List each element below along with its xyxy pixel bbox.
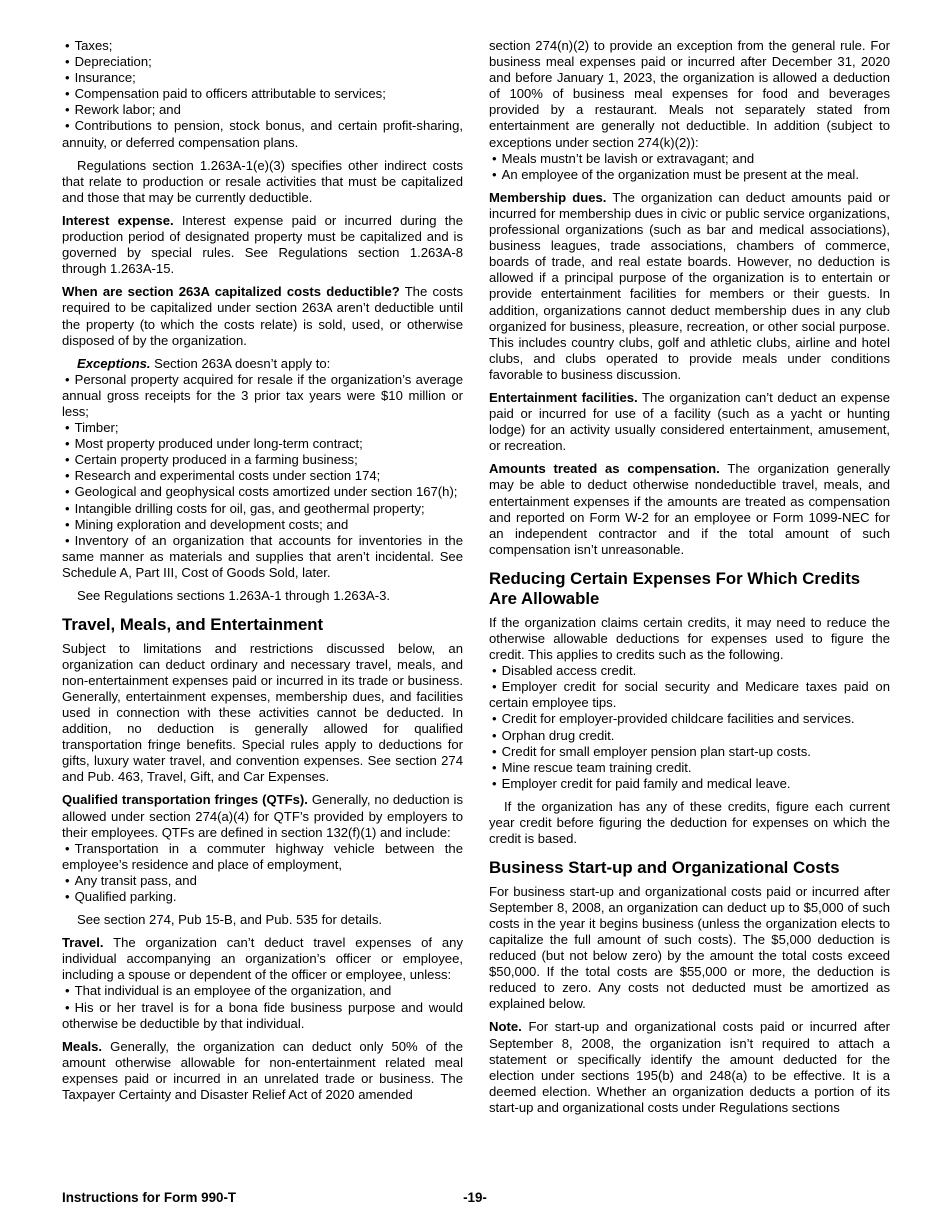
paragraph-text: The organization can deduct amounts paid or incurred for membership dues in civic or public service organizations, professional organizations (such as bar and medical associations), business leagues, trade associations, chambers of commerce, boards of trade, and real estate boards. However, no deduction is allowed if a principal purpose of the organization is to entertain or provide entertainment facilities for members or their guests. In addition, organizations cannot deduct membership dues in any club organized for business, pleasure, recreation, or other social purpose. This includes country clubs, golf and athletic clubs, airline and hotel clubs, and clubs operated to provide meals under conditions favorable to business discussion. — [489, 189, 891, 382]
paragraph-lead: Entertainment facilities. — [489, 389, 638, 405]
bullet-list — [62, 372, 463, 581]
paragraph — [62, 912, 463, 928]
bullet-icon: • — [65, 983, 70, 999]
paragraph-text: For business start-up and organizational costs paid or incurred after September 8, 2008, an organization can deduct up to $5,000 of such costs in the year it begins business (unless the organization elects to capitalize the full amount of such costs). The $5,000 deduction is reduced (but not below zero) by the amount the total costs exceed $50,000. If the total costs are $55,000 or more, the deduction is reduced to zero. Any costs not deducted must be amortized as explained below. — [489, 883, 890, 1012]
bullet-text: Geological and geophysical costs amortized under section 167(h); — [74, 484, 458, 500]
bullet-icon: • — [492, 759, 497, 775]
bullet-text: Personal property acquired for resale if the organization’s average annual gross receipts for the 3 prior tax years were $10 million or less; — [62, 371, 463, 419]
section-heading: Business Start-up and Organizational Costs — [489, 858, 840, 878]
paragraph — [62, 213, 463, 277]
bullet-text: Disabled access credit. — [501, 663, 637, 679]
bullet-item — [489, 151, 890, 167]
paragraph-text: See section 274, Pub 15-B, and Pub. 535 for details. — [77, 912, 382, 928]
paragraph — [62, 935, 463, 983]
bullet-item — [62, 983, 463, 999]
bullet-item — [62, 86, 463, 102]
paragraph — [489, 461, 890, 558]
two-column-layout — [62, 38, 890, 1123]
bullet-text: Insurance; — [74, 70, 136, 86]
bullet-icon: • — [65, 999, 70, 1015]
bullet-item — [62, 1000, 463, 1032]
paragraph-text: The costs required to be capitalized under section 263A aren’t deductible until the property (to which the costs relate) is sold, used, or otherwise disposed of by the organization. — [62, 284, 464, 348]
bullet-icon: • — [65, 420, 70, 436]
bullet-text: Research and experimental costs under section 174; — [74, 468, 381, 484]
bullet-text: Contributions to pension, stock bonus, and certain profit-sharing, annuity, or deferred compensation plans. — [62, 118, 463, 150]
bullet-text: Depreciation; — [74, 54, 152, 70]
bullet-text: Mine rescue team training credit. — [501, 759, 692, 775]
bullet-text: Employer credit for social security and Medicare taxes paid on certain employee tips. — [489, 679, 890, 711]
bullet-icon: • — [65, 872, 70, 888]
paragraph-lead: When are section 263A capitalized costs deductible? — [62, 284, 400, 300]
bullet-item — [62, 889, 463, 905]
bullet-icon: • — [65, 54, 70, 70]
bullet-text: Meals mustn’t be lavish or extravagant; and — [501, 150, 755, 166]
bullet-list — [62, 38, 463, 151]
paragraph-text: Interest expense paid or incurred during the production period of designated property must be capitalized and is governed by special rules. See Regulations section 1.263A-8 through 1.263A-15. — [62, 212, 463, 277]
footer-page-number: -19- — [463, 1190, 487, 1205]
paragraph-text: See Regulations sections 1.263A-1 through 1.263A-3. — [77, 588, 391, 603]
bullet-icon: • — [65, 70, 70, 86]
bullet-list — [489, 663, 890, 792]
paragraph-text: For start-up and organizational costs paid or incurred after September 8, 2008, the organization isn’t required to attach a statement or specifically identify the amount deducted for the election under sections 195(b) and 248(a) to be effective. It is a deemed election. Whether an organization deducts a portion of its start-up and organizational costs under Regulations sections — [489, 1019, 890, 1115]
paragraph-lead: Amounts treated as compensation. — [489, 461, 720, 477]
paragraph — [62, 792, 463, 840]
bullet-text: Any transit pass, and — [74, 872, 197, 888]
bullet-item — [62, 118, 463, 150]
bullet-item — [62, 452, 463, 468]
bullet-icon: • — [492, 150, 497, 166]
bullet-icon: • — [65, 889, 70, 904]
bullet-item — [62, 38, 463, 54]
bullet-item — [62, 517, 463, 533]
paragraph — [62, 356, 463, 372]
paragraph-lead: Qualified transportation fringes (QTFs). — [62, 792, 308, 808]
bullet-icon: • — [492, 727, 497, 743]
bullet-text: Inventory of an organization that accounts for inventories in the same manner as materials and supplies that aren’t incidental. See Schedule A, Part III, Cost of Goods Sold, later. — [62, 532, 463, 580]
bullet-list — [62, 841, 463, 905]
bullet-text: Rework labor; and — [74, 102, 181, 118]
bullet-icon: • — [65, 102, 70, 118]
bullet-list — [62, 983, 463, 1031]
bullet-item — [62, 501, 463, 517]
bullet-icon: • — [65, 516, 70, 532]
paragraph — [62, 284, 463, 348]
bullet-item — [489, 711, 890, 727]
bullet-icon: • — [65, 38, 70, 53]
bullet-item — [62, 102, 463, 118]
paragraph-text: If the organization claims certain credits, it may need to reduce the otherwise allowable deductions for expenses used to figure the credit. This applies to credits such as the following. — [489, 614, 890, 663]
bullet-text: Certain property produced in a farming business; — [74, 452, 358, 468]
bullet-icon: • — [65, 500, 70, 516]
bullet-text: Orphan drug credit. — [501, 727, 615, 743]
paragraph-lead: Note. — [489, 1019, 522, 1035]
paragraph — [62, 588, 463, 604]
bullet-icon: • — [65, 371, 70, 387]
bullet-icon: • — [65, 532, 70, 548]
bullet-icon: • — [492, 679, 497, 695]
paragraph-text: If the organization has any of these credits, figure each current year credit before figuring the deduction for expenses on which the credit is based. — [489, 798, 890, 847]
bullet-item — [62, 70, 463, 86]
bullet-icon: • — [65, 840, 70, 856]
bullet-item — [62, 436, 463, 452]
column-right — [489, 38, 890, 1123]
paragraph-lead: Exceptions. — [77, 355, 151, 371]
paragraph — [489, 799, 890, 847]
bullet-text: Qualified parking. — [74, 889, 177, 904]
bullet-text: Taxes; — [74, 38, 113, 53]
bullet-icon: • — [492, 775, 497, 791]
paragraph — [489, 1019, 890, 1116]
bullet-item — [489, 663, 890, 679]
bullet-item — [489, 776, 890, 792]
paragraph-lead: Travel. — [62, 935, 104, 951]
bullet-icon: • — [492, 743, 497, 759]
paragraph — [62, 158, 463, 206]
bullet-icon: • — [492, 663, 497, 679]
bullet-text: That individual is an employee of the organization, and — [74, 983, 392, 999]
bullet-item — [62, 372, 463, 420]
bullet-text: Credit for employer-provided childcare facilities and services. — [501, 711, 855, 727]
bullet-text: Employer credit for paid family and medical leave. — [501, 775, 791, 791]
page-footer — [0, 1190, 950, 1210]
paragraph-text: Subject to limitations and restrictions discussed below, an organization can deduct ordinary and necessary travel, meals, and non-entertainment expenses paid or incurred in its trade or business. Generally, entertainment expenses, membership dues, and facilities used in connection with these activities cannot be deducted. In addition, no deduction is generally allowed for qualified transportation fringe benefits. Special rules apply to deductions for gifts, luxury water travel, and convention expenses. See section 274 and Pub. 463, Travel, Gift, and Car Expenses. — [62, 640, 463, 785]
bullet-icon: • — [65, 452, 70, 468]
paragraph — [62, 641, 463, 786]
bullet-item — [62, 873, 463, 889]
paragraph-text: The organization can’t deduct an expense paid or incurred for use of a facility (such as a yacht or hunting lodge) for an activity usually considered entertainment, amusement, or recreation. — [489, 389, 890, 454]
section-heading: Travel, Meals, and Entertainment — [62, 615, 324, 635]
bullet-icon: • — [65, 436, 70, 452]
section-heading: Reducing Certain Expenses For Which Credits Are Allowable — [489, 568, 861, 609]
bullet-item — [62, 54, 463, 70]
paragraph-text: Generally, no deduction is allowed under section 274(a)(4) for QTF’s provided by employers to their employees. QTFs are defined in section 132(f)(1) and include: — [62, 792, 464, 840]
bullet-item — [62, 533, 463, 581]
bullet-text: His or her travel is for a bona fide business purpose and would otherwise be deductible by that individual. — [62, 999, 463, 1031]
bullet-text: An employee of the organization must be present at the meal. — [501, 166, 859, 182]
paragraph — [489, 884, 890, 1013]
bullet-item — [62, 484, 463, 500]
paragraph-lead: Interest expense. — [62, 212, 174, 228]
bullet-item — [62, 468, 463, 484]
bullet-text: Credit for small employer pension plan start-up costs. — [501, 743, 811, 759]
bullet-text: Most property produced under long-term contract; — [74, 436, 363, 452]
bullet-item — [62, 841, 463, 873]
bullet-text: Timber; — [74, 420, 119, 436]
paragraph-lead: Membership dues. — [489, 189, 607, 205]
bullet-item — [489, 167, 890, 183]
bullet-text: Mining exploration and development costs; and — [74, 516, 349, 532]
paragraph — [489, 190, 890, 383]
paragraph-text: The organization can’t deduct travel expenses of any individual accompanying an organization’s officer or employee, including a spouse or dependent of the officer or employee, unless: — [62, 935, 463, 983]
bullet-text: Transportation in a commuter highway vehicle between the employee’s residence and place of employment, — [62, 840, 463, 872]
paragraph-text: The organization generally may be able to deduct otherwise nondeductible travel, meals, and entertainment expenses if the amounts are treated as compensation and reported on Form W-2 for an employee or Form 1099-NEC for an independent contractor and if the total amount of such compensation isn’t unreasonable. — [489, 461, 890, 557]
bullet-list — [489, 151, 890, 183]
paragraph — [489, 615, 890, 663]
paragraph — [489, 390, 890, 454]
paragraph-lead: Meals. — [62, 1038, 103, 1054]
bullet-icon: • — [65, 468, 70, 484]
bullet-text: Intangible drilling costs for oil, gas, and geothermal property; — [74, 500, 425, 516]
paragraph — [489, 38, 890, 151]
bullet-item — [489, 679, 890, 711]
bullet-icon: • — [65, 484, 70, 500]
paragraph-text: Section 263A doesn’t apply to: — [150, 355, 331, 371]
bullet-item — [62, 420, 463, 436]
paragraph-text: Regulations section 1.263A-1(e)(3) specifies other indirect costs that relate to production or resale activities that must be capitalized and those that may be currently deductible. — [62, 157, 463, 205]
bullet-icon: • — [65, 86, 70, 102]
bullet-icon: • — [492, 166, 497, 182]
bullet-item — [489, 760, 890, 776]
paragraph-text: section 274(n)(2) to provide an exception from the general rule. For business meal expenses paid or incurred after December 31, 2020 and before January 1, 2023, the organization is allowed a deduction of 100% of business meal expenses for food and beverages provided by a restaurant. Meals not separately stated from entertainment are generally not deductible. In addition (subject to exceptions under section 274(k)(2)): — [489, 38, 890, 150]
bullet-item — [489, 728, 890, 744]
bullet-text: Compensation paid to officers attributable to services; — [74, 86, 386, 102]
bullet-icon: • — [492, 711, 497, 727]
column-left — [62, 38, 463, 1123]
paragraph — [62, 1039, 463, 1103]
bullet-icon: • — [65, 118, 70, 134]
paragraph-text: Generally, the organization can deduct only 50% of the amount otherwise allowable for non-entertainment related meal expenses paid or incurred in an unrelated trade or business. The Taxpayer Certainty and Disaster Relief Act of 2020 amended — [62, 1038, 463, 1103]
bullet-item — [489, 744, 890, 760]
footer-doc-title: Instructions for Form 990-T — [62, 1190, 237, 1205]
